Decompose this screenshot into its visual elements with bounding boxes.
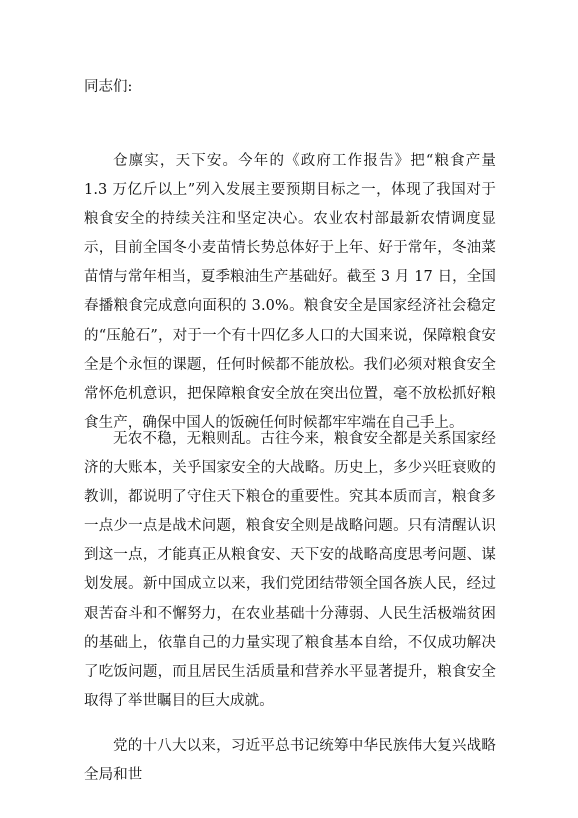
paragraph-food-reserves: 仓廪实，天下安。今年的《政府工作报告》把“粮食产量 1.3 万亿斤以上”列入发展主要预期目标之一，体现了我国对于粮食安全的持续关注和坚定决心。农业农村部最新农情调度显示，目前全国冬小麦苗情长势总体好于上年、好于常年，冬油菜苗情与常年相当，夏季粮油生产基础好。截至 3 月 17 日，全国春播粮食完成意向面积的 3.0%。粮食安全是国家经济社会稳定的“压舱石”，对于一个有十四亿多人口的大国来说，保障粮食安全是个永恒的课题，任何时候都不能放松。我们必须对粮食安全常怀危机意识，把保障粮食安全放在突出位置，毫不放松抓好粮食生产，确保中国人的饭碗任何时候都牢牢端在自己手上。 [84,153,496,431]
paragraph-food-strategy: 无农不稳，无粮则乱。古往今来，粮食安全都是关系国家经济的大账本，关乎国家安全的大战略。历史上，多少兴旺衰败的教训，都说明了守住天下粮仓的重要性。究其本质而言，粮食多一点少一点是战术问题，粮食安全则是战略问题。只有清醒认识到这一点，才能真正从粮食安、天下安的战略高度思考问题、谋划发展。新中国成立以来，我们党团结带领全国各族人民，经过艰苦奋斗和不懈努力，在农业基础十分薄弱、人民生活极端贫困的基础上，依靠自己的力量实现了粮食基本自给，不仅成功解决了吃饭问题，而且居民生活质量和营养水平显著提升，粮食安全取得了举世瞩目的巨大成就。 [84,431,496,709]
salutation: 同志们: [84,79,133,95]
paragraph-since-18th-congress: 党的十八大以来，习近平总书记统筹中华民族伟大复兴战略全局和世 [84,738,496,784]
